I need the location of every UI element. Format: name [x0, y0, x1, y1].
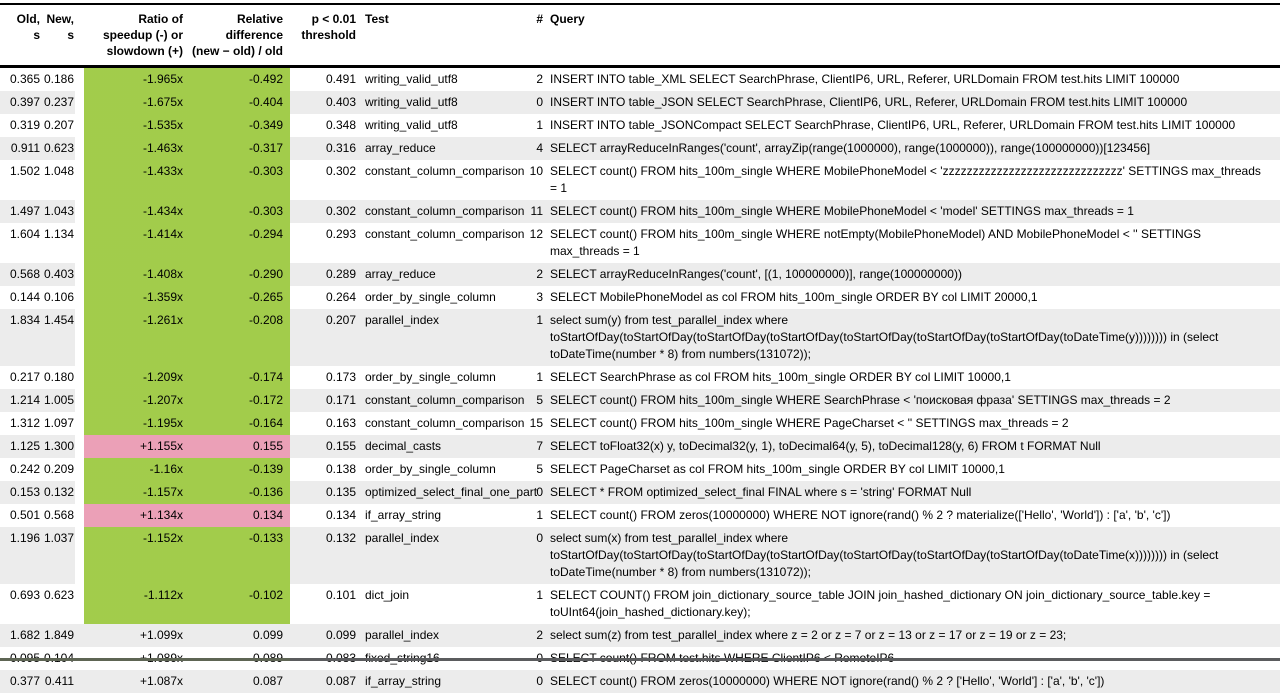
- table-row: [0, 160, 1280, 200]
- cell-new-time: 0.623: [41, 137, 75, 160]
- cell-new-time: 1.048: [43, 164, 74, 178]
- cell-ratio: -1.463x: [75, 137, 190, 160]
- cell-relative-difference: -0.265: [190, 286, 290, 309]
- cell-test-name: array_reduce: [357, 137, 527, 160]
- col-header-query-number: #: [527, 5, 547, 68]
- cell-relative-difference: -0.172: [190, 389, 290, 412]
- cell-old-time: 1.125: [0, 435, 41, 458]
- cell-p-threshold: 0.302: [325, 164, 356, 178]
- cell-test-name: constant_column_comparison: [357, 389, 527, 412]
- cell-new-time: 1.454: [41, 309, 75, 366]
- cell-old-time: 0.319: [9, 118, 40, 132]
- cell-test-name: parallel_index: [357, 624, 527, 647]
- cell-query-number: 0: [527, 527, 547, 584]
- cell-p-threshold: 0.132: [290, 527, 357, 584]
- cell-query-number: 3: [536, 290, 543, 304]
- cell-ratio: -1.207x: [75, 389, 190, 412]
- cell-ratio: -1.408x: [75, 263, 190, 286]
- cell-old-time: 0.144: [9, 290, 40, 304]
- cell-ratio: -1.414x: [75, 223, 190, 263]
- cell-relative-difference: -0.139: [190, 458, 290, 481]
- cell-query-text: SELECT arrayReduceInRanges('count', arrayZip(range(1000000), range(1000000)), range(100000000))[123456]: [547, 137, 1280, 160]
- cell-old-time: 0.911: [0, 137, 41, 160]
- cell-new-time: 0.403: [41, 263, 75, 286]
- cell-query-number: 2: [527, 263, 547, 286]
- cell-test-name: constant_column_comparison: [365, 164, 525, 178]
- cell-query-text: INSERT INTO table_JSON SELECT SearchPhrase, ClientIP6, URL, Referer, URLDomain FROM test.hits LIMIT 100000: [547, 91, 1280, 114]
- cell-query-number: 7: [527, 435, 547, 458]
- table-row: [0, 527, 1280, 584]
- cell-query-number: 5: [527, 389, 547, 412]
- cell-relative-difference: -0.317: [190, 137, 290, 160]
- cell-query-text: SELECT count() FROM hits_100m_single WHERE MobilePhoneModel < 'zzzzzzzzzzzzzzzzzzzzzzzzzzzzzz' SETTINGS max_threads = 1: [550, 164, 1261, 195]
- cell-p-threshold: 0.348: [325, 118, 356, 132]
- cell-query-text: select sum(x) from test_parallel_index where toStartOfDay(toStartOfDay(toStartOfDay(toStartOfDay(toStartOfDay(toStartOfDay(toStartOfDay(toDateTime(x)))))))) in (select toDateTime(number * 8) from numbers(131072));: [547, 527, 1280, 584]
- col-header-ratio-line-3: slowdown (+): [106, 44, 183, 58]
- cell-query-number: 10: [529, 164, 543, 178]
- cell-test-name: if_array_string: [357, 670, 527, 693]
- cell-relative-difference: -0.174: [190, 366, 290, 389]
- cell-relative-difference: -0.492: [190, 68, 290, 91]
- table-row: [0, 435, 1280, 458]
- cell-relative-difference: -0.303: [190, 160, 290, 200]
- cell-query-number: 11: [527, 200, 547, 223]
- cell-query-text: SELECT count() FROM zeros(10000000) WHERE NOT ignore(rand() % 2 ? ['Hello', 'World'] : ['a', 'b', 'c']): [547, 670, 1280, 693]
- table-row: [0, 670, 1280, 693]
- table-row: [0, 624, 1280, 647]
- cell-query-text: SELECT PageCharset as col FROM hits_100m_single ORDER BY col LIMIT 10000,1: [550, 462, 1005, 476]
- cell-test-name: dict_join: [365, 588, 410, 602]
- cell-new-time: 0.186: [43, 72, 74, 86]
- cell-new-time: 0.132: [41, 481, 75, 504]
- table-row: [0, 114, 1280, 137]
- cell-old-time: 0.568: [0, 263, 41, 286]
- cell-test-name: order_by_single_column: [365, 462, 496, 476]
- cell-relative-difference: -0.208: [190, 309, 290, 366]
- cell-query-text: SELECT SearchPhrase as col FROM hits_100m_single ORDER BY col LIMIT 10000,1: [550, 370, 1011, 384]
- cell-test-name: parallel_index: [357, 527, 527, 584]
- cell-query-text: SELECT count() FROM hits_100m_single WHERE MobilePhoneModel < 'model' SETTINGS max_threads = 1: [547, 200, 1280, 223]
- cell-new-time: 0.411: [41, 670, 75, 693]
- cell-p-threshold: 0.264: [325, 290, 356, 304]
- cell-query-number: 2: [536, 72, 543, 86]
- cell-p-threshold: 0.134: [325, 508, 356, 522]
- cell-test-name: writing_valid_utf8: [357, 91, 527, 114]
- table-row: [0, 458, 1280, 481]
- cell-p-threshold: 0.173: [325, 370, 356, 384]
- table-row: [0, 68, 1280, 91]
- cell-query-text: select sum(z) from test_parallel_index where z = 2 or z = 7 or z = 13 or z = 17 or z = 19 or z = 23;: [547, 624, 1280, 647]
- cell-old-time: 0.501: [9, 508, 40, 522]
- cell-query-number: 1: [536, 370, 543, 384]
- cell-relative-difference: 0.155: [190, 435, 290, 458]
- col-header-ratio-line-2: speedup (-) or: [103, 28, 183, 42]
- cell-new-time: 0.207: [43, 118, 74, 132]
- cell-old-time: 0.153: [0, 481, 41, 504]
- cell-query-text: SELECT COUNT() FROM join_dictionary_source_table JOIN join_hashed_dictionary ON join_dictionary_source_table.key = toUInt64(join_hashed_dictionary.key);: [550, 588, 1211, 619]
- col-header-p-line-1: p < 0.01: [311, 12, 356, 26]
- cell-query-text: SELECT count() FROM zeros(10000000) WHERE NOT ignore(rand() % 2 ? materialize(['Hello', 'World']) : ['a', 'b', 'c']): [550, 508, 1171, 522]
- cell-old-time: 0.365: [9, 72, 40, 86]
- cell-old-time: 1.834: [0, 309, 41, 366]
- cell-p-threshold: 0.099: [290, 624, 357, 647]
- cell-test-name: order_by_single_column: [365, 290, 496, 304]
- cell-p-threshold: 0.101: [325, 588, 356, 602]
- cell-query-number: 1: [536, 508, 543, 522]
- col-header-reldiff-line-3: (new − old) / old: [192, 44, 283, 58]
- cell-new-time: 0.237: [41, 91, 75, 114]
- cell-test-name: order_by_single_column: [365, 370, 496, 384]
- cell-query-text: SELECT toFloat32(x) y, toDecimal32(y, 1), toDecimal64(y, 5), toDecimal128(y, 6) FROM t FORMAT Null: [547, 435, 1280, 458]
- table-body: [0, 68, 1280, 693]
- cell-test-name: constant_column_comparison: [357, 200, 527, 223]
- cell-query-number: 2: [527, 624, 547, 647]
- cell-old-time: 1.497: [0, 200, 41, 223]
- cell-query-number: 0: [527, 481, 547, 504]
- cell-query-text: SELECT arrayReduceInRanges('count', [(1, 100000000)], range(100000000)): [547, 263, 1280, 286]
- cell-p-threshold: 0.207: [290, 309, 357, 366]
- cell-ratio: -1.16x: [75, 458, 190, 481]
- cell-ratio: -1.261x: [75, 309, 190, 366]
- cell-p-threshold: 0.155: [290, 435, 357, 458]
- cell-ratio: -1.965x: [75, 68, 190, 91]
- col-header-p-threshold: [290, 5, 357, 68]
- cell-test-name: decimal_casts: [357, 435, 527, 458]
- cell-old-time: 0.242: [9, 462, 40, 476]
- cell-ratio: -1.152x: [75, 527, 190, 584]
- cell-old-time: 0.693: [9, 588, 40, 602]
- cell-p-threshold: 0.316: [290, 137, 357, 160]
- cell-p-threshold: 0.302: [290, 200, 357, 223]
- cell-new-time: 1.300: [41, 435, 75, 458]
- cell-old-time: 0.377: [0, 670, 41, 693]
- cell-ratio: +1.099x: [75, 624, 190, 647]
- cell-ratio: -1.112x: [75, 584, 190, 624]
- table-row: [0, 200, 1280, 223]
- table-row: [0, 263, 1280, 286]
- cell-query-number: 5: [536, 462, 543, 476]
- cell-query-number: 0: [527, 91, 547, 114]
- cell-test-name: writing_valid_utf8: [365, 118, 458, 132]
- table-row: [0, 504, 1280, 527]
- cell-p-threshold: 0.087: [290, 670, 357, 693]
- cell-ratio: -1.195x: [75, 412, 190, 435]
- cell-query-number: 4: [527, 137, 547, 160]
- cell-query-text: select sum(y) from test_parallel_index where toStartOfDay(toStartOfDay(toStartOfDay(toStartOfDay(toStartOfDay(toStartOfDay(toStartOfDay(toDateTime(y)))))))) in (select toDateTime(number * 8) from numbers(131072));: [547, 309, 1280, 366]
- cell-new-time: 1.849: [41, 624, 75, 647]
- col-header-test: Test: [357, 5, 527, 68]
- cell-old-time: 1.214: [0, 389, 41, 412]
- cell-query-number: 1: [536, 118, 543, 132]
- table-row: [0, 309, 1280, 366]
- col-header-relative-difference: [190, 5, 290, 68]
- cell-query-text: SELECT count() FROM hits_100m_single WHERE PageCharset < '' SETTINGS max_threads = 2: [550, 416, 1069, 430]
- cell-query-text: INSERT INTO table_XML SELECT SearchPhrase, ClientIP6, URL, Referer, URLDomain FROM test.hits LIMIT 100000: [550, 72, 1180, 86]
- header-row: [0, 5, 1280, 68]
- cell-query-number: 1: [536, 588, 543, 602]
- cell-test-name: constant_column_comparison: [365, 416, 525, 430]
- cell-query-text: INSERT INTO table_JSONCompact SELECT SearchPhrase, ClientIP6, URL, Referer, URLDomain FROM test.hits LIMIT 100000: [550, 118, 1236, 132]
- table-row: [0, 286, 1280, 309]
- col-header-reldiff-line-2: difference: [225, 28, 283, 42]
- cell-test-name: if_array_string: [365, 508, 442, 522]
- table-row: [0, 481, 1280, 504]
- cell-p-threshold: 0.135: [290, 481, 357, 504]
- cell-test-name: parallel_index: [357, 309, 527, 366]
- cell-old-time: 1.604: [9, 227, 40, 241]
- cell-ratio: +1.155x: [75, 435, 190, 458]
- cell-p-threshold: 0.171: [290, 389, 357, 412]
- cell-ratio: +1.087x: [75, 670, 190, 693]
- cell-relative-difference: -0.404: [190, 91, 290, 114]
- cell-ratio: -1.535x: [75, 114, 190, 137]
- cell-relative-difference: -0.294: [190, 223, 290, 263]
- table-row: [0, 584, 1280, 624]
- col-header-p-line-2: threshold: [301, 28, 356, 42]
- cell-test-name: optimized_select_final_one_part: [357, 481, 527, 504]
- col-header-old-s: Old, s: [0, 5, 41, 68]
- cell-ratio: -1.675x: [75, 91, 190, 114]
- cell-test-name: constant_column_comparison: [365, 227, 525, 241]
- cell-test-name: writing_valid_utf8: [365, 72, 458, 86]
- cell-old-time: 0.397: [0, 91, 41, 114]
- cell-old-time: 1.312: [9, 416, 40, 430]
- cell-old-time: 1.502: [9, 164, 40, 178]
- col-header-ratio: [75, 5, 190, 68]
- cell-relative-difference: -0.164: [190, 412, 290, 435]
- cell-relative-difference: -0.303: [190, 200, 290, 223]
- cell-query-text: SELECT count() FROM hits_100m_single WHERE notEmpty(MobilePhoneModel) AND MobilePhoneModel < '' SETTINGS max_threads = 1: [550, 227, 1201, 258]
- cell-new-time: 1.037: [41, 527, 75, 584]
- cell-query-number: 12: [529, 227, 543, 241]
- cell-relative-difference: 0.099: [190, 624, 290, 647]
- cell-ratio: -1.157x: [75, 481, 190, 504]
- cell-query-number: 15: [529, 416, 543, 430]
- col-header-query: Query: [547, 5, 1280, 68]
- table-row: [0, 223, 1280, 263]
- table-row: [0, 366, 1280, 389]
- cell-ratio: -1.359x: [75, 286, 190, 309]
- cell-relative-difference: -0.290: [190, 263, 290, 286]
- cell-new-time: 1.134: [43, 227, 74, 241]
- cell-relative-difference: 0.087: [190, 670, 290, 693]
- table-row: [0, 389, 1280, 412]
- cell-ratio: -1.434x: [75, 200, 190, 223]
- cell-relative-difference: -0.349: [190, 114, 290, 137]
- cell-query-text: SELECT * FROM optimized_select_final FINAL where s = 'string' FORMAT Null: [547, 481, 1280, 504]
- cell-new-time: 0.568: [43, 508, 74, 522]
- perf-comparison-table: [0, 3, 1280, 693]
- cell-query-number: 1: [527, 309, 547, 366]
- cell-p-threshold: 0.138: [325, 462, 356, 476]
- cell-query-number: 0: [527, 670, 547, 693]
- cell-old-time: 1.196: [0, 527, 41, 584]
- cell-p-threshold: 0.403: [290, 91, 357, 114]
- col-header-new-s: New, s: [41, 5, 75, 68]
- cell-query-text: SELECT MobilePhoneModel as col FROM hits_100m_single ORDER BY col LIMIT 20000,1: [550, 290, 1038, 304]
- cell-new-time: 1.043: [41, 200, 75, 223]
- cell-new-time: 1.097: [43, 416, 74, 430]
- cell-new-time: 1.005: [41, 389, 75, 412]
- table-row: [0, 91, 1280, 114]
- cell-p-threshold: 0.491: [325, 72, 356, 86]
- cell-p-threshold: 0.289: [290, 263, 357, 286]
- table-row: [0, 137, 1280, 160]
- cell-new-time: 0.106: [43, 290, 74, 304]
- cell-p-threshold: 0.293: [325, 227, 356, 241]
- cell-p-threshold: 0.163: [325, 416, 356, 430]
- cell-new-time: 0.209: [43, 462, 74, 476]
- cell-old-time: 0.217: [9, 370, 40, 384]
- cell-new-time: 0.180: [43, 370, 74, 384]
- cell-new-time: 0.623: [43, 588, 74, 602]
- col-header-reldiff-line-1: Relative: [236, 12, 283, 26]
- table-header: [0, 5, 1280, 68]
- cell-relative-difference: -0.133: [190, 527, 290, 584]
- cell-old-time: 1.682: [0, 624, 41, 647]
- cell-ratio: +1.134x: [75, 504, 190, 527]
- col-header-ratio-line-1: Ratio of: [138, 12, 183, 26]
- table-row: [0, 412, 1280, 435]
- cell-query-text: SELECT count() FROM hits_100m_single WHERE SearchPhrase < 'поисковая фраза' SETTINGS max_threads = 2: [547, 389, 1280, 412]
- cell-relative-difference: -0.136: [190, 481, 290, 504]
- cell-relative-difference: -0.102: [190, 584, 290, 624]
- cell-relative-difference: 0.134: [190, 504, 290, 527]
- cell-ratio: -1.433x: [75, 160, 190, 200]
- cell-test-name: array_reduce: [357, 263, 527, 286]
- cell-ratio: -1.209x: [75, 366, 190, 389]
